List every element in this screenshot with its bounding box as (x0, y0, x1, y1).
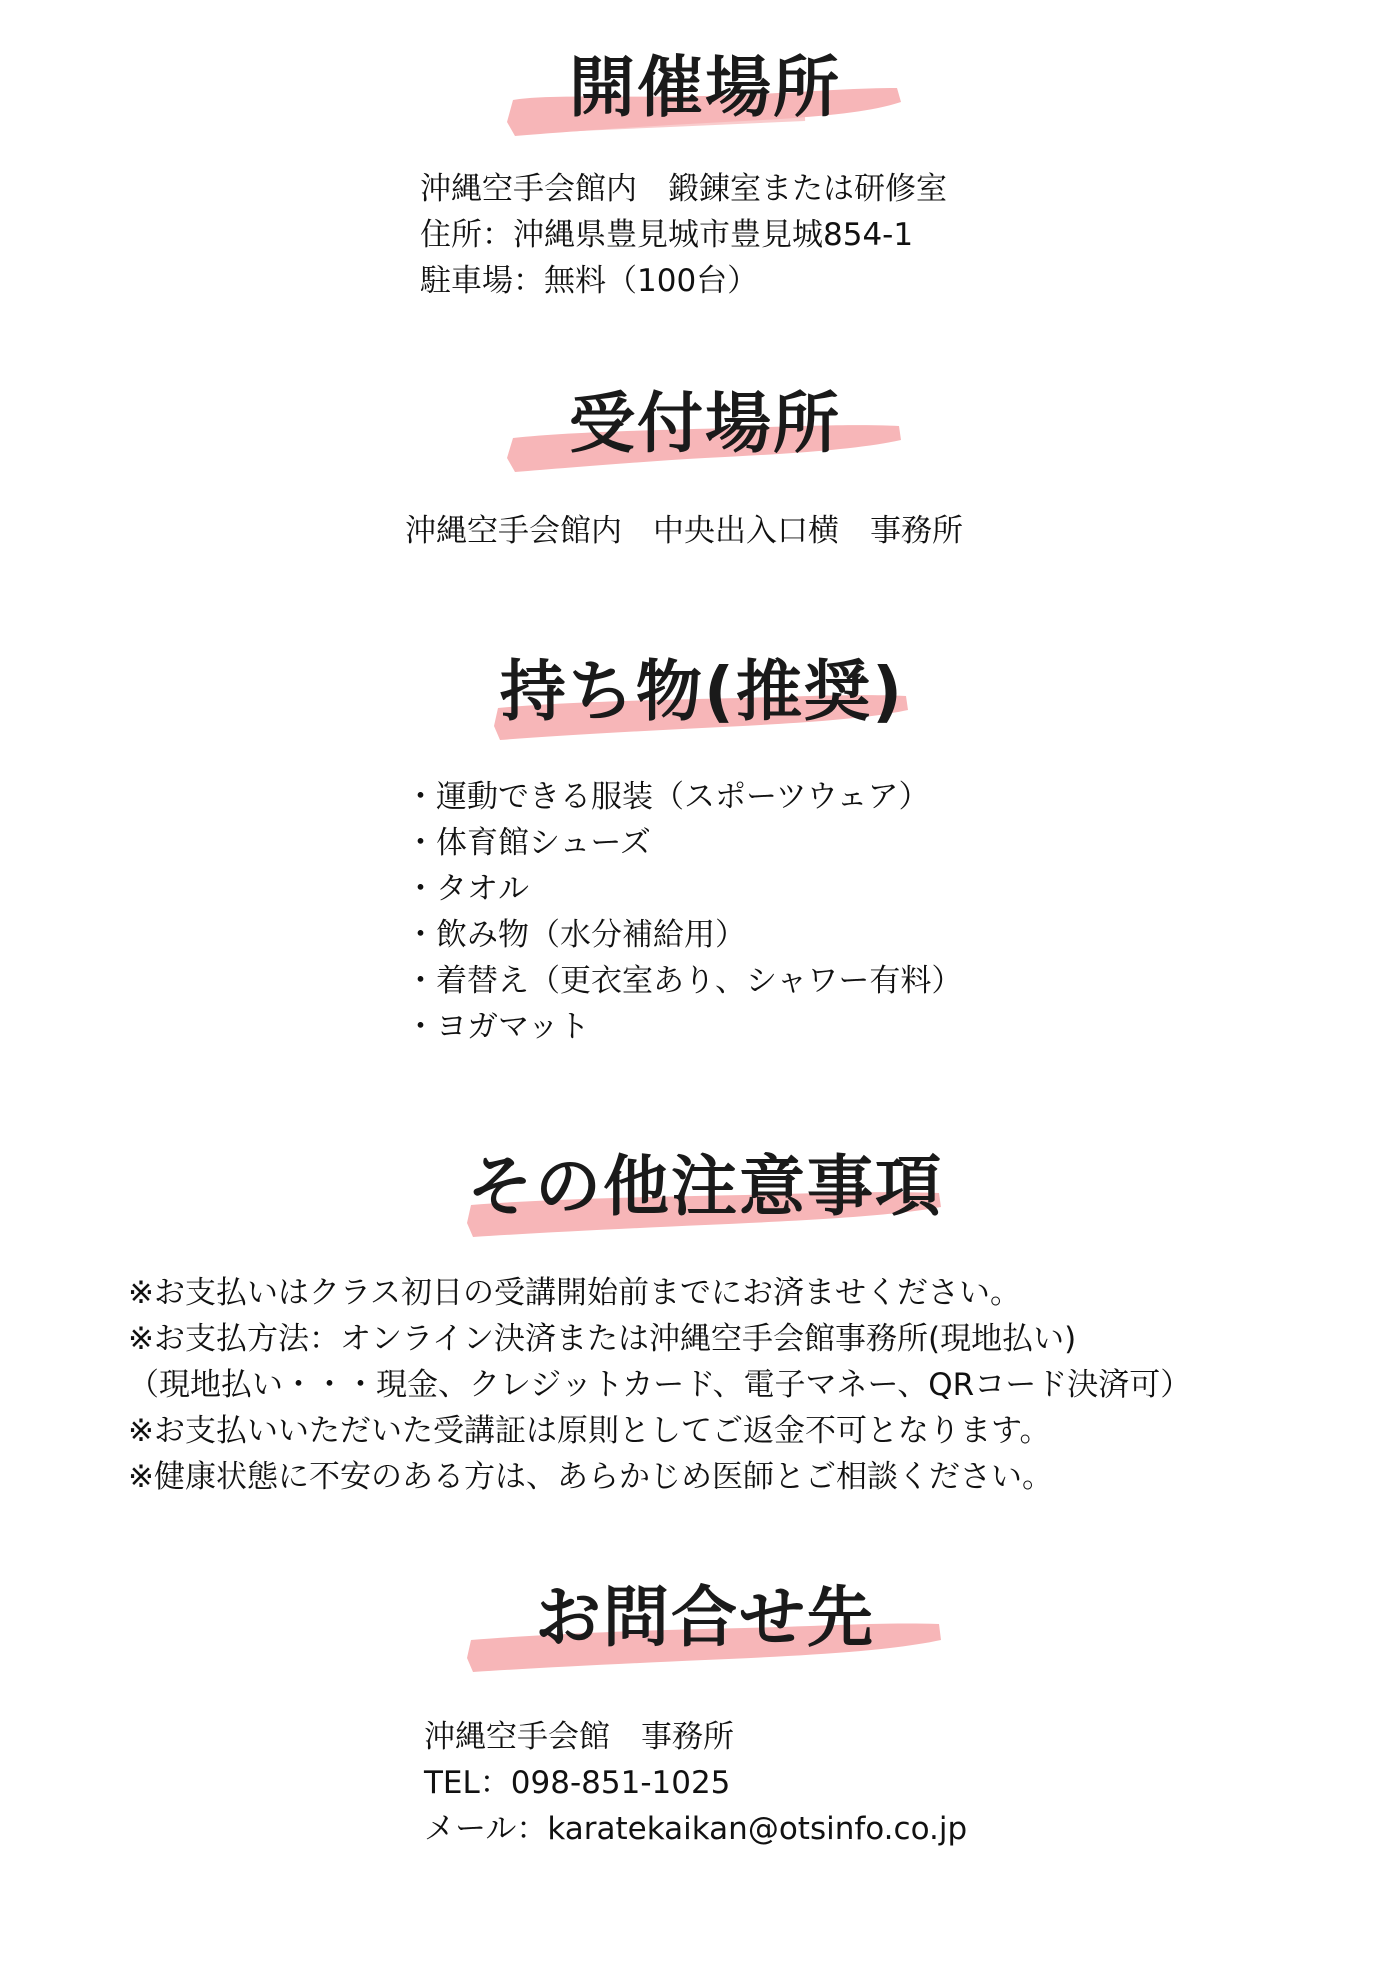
note-item: ※お支払方法：オンライン決済または沖縄空手会館事務所(現地払い) (128, 1321, 1077, 1357)
list-item: ・ヨガマット (405, 1009, 590, 1045)
contact-heading (465, 1568, 945, 1678)
list-item: ・着替え（更衣室あり、シャワー有料） (405, 963, 963, 999)
list-item: ・タオル (405, 871, 529, 907)
reception-line: 沖縄空手会館内 中央出入口横 事務所 (405, 513, 963, 549)
venue-heading (505, 38, 905, 148)
contact-phone: TEL：098-851-1025 (424, 1765, 731, 1801)
venue-parking: 駐車場：無料（100台） (420, 263, 759, 299)
list-item: ・運動できる服装（スポーツウェア） (405, 779, 930, 815)
venue-title: 開催場所 (569, 49, 841, 126)
contact-office: 沖縄空手会館 事務所 (424, 1719, 734, 1755)
items-heading (492, 640, 912, 750)
items-list (405, 774, 962, 1050)
contact-details (424, 1714, 967, 1852)
venue-address: 住所：沖縄県豊見城市豊見城854-1 (420, 217, 914, 253)
note-item: ※健康状態に不安のある方は、あらかじめ医師とご相談ください。 (128, 1459, 1053, 1495)
venue-details (420, 166, 947, 304)
note-item: ※お支払いいただいた受講証は原則としてご返金不可となります。 (128, 1413, 1051, 1449)
venue-line: 沖縄空手会館内 鍛錬室または研修室 (420, 171, 947, 207)
notes-heading (465, 1135, 945, 1245)
list-item: ・飲み物（水分補給用） (405, 917, 746, 953)
notes-list (128, 1270, 1191, 1500)
items-title: 持ち物(推奨) (499, 653, 905, 730)
contact-email: メール：karatekaikan@otsinfo.co.jp (424, 1811, 968, 1847)
reception-details (405, 508, 963, 554)
note-item: （現地払い・・・現金、クレジットカード、電子マネー、QRコード決済可） (128, 1367, 1192, 1403)
note-item: ※お支払いはクラス初日の受講開始前までにお済ませください。 (128, 1275, 1022, 1311)
reception-title: 受付場所 (569, 385, 841, 462)
contact-title: お問合せ先 (535, 1579, 875, 1656)
reception-heading (505, 372, 905, 482)
notes-title: その他注意事項 (467, 1148, 943, 1225)
list-item: ・体育館シューズ (405, 825, 651, 861)
